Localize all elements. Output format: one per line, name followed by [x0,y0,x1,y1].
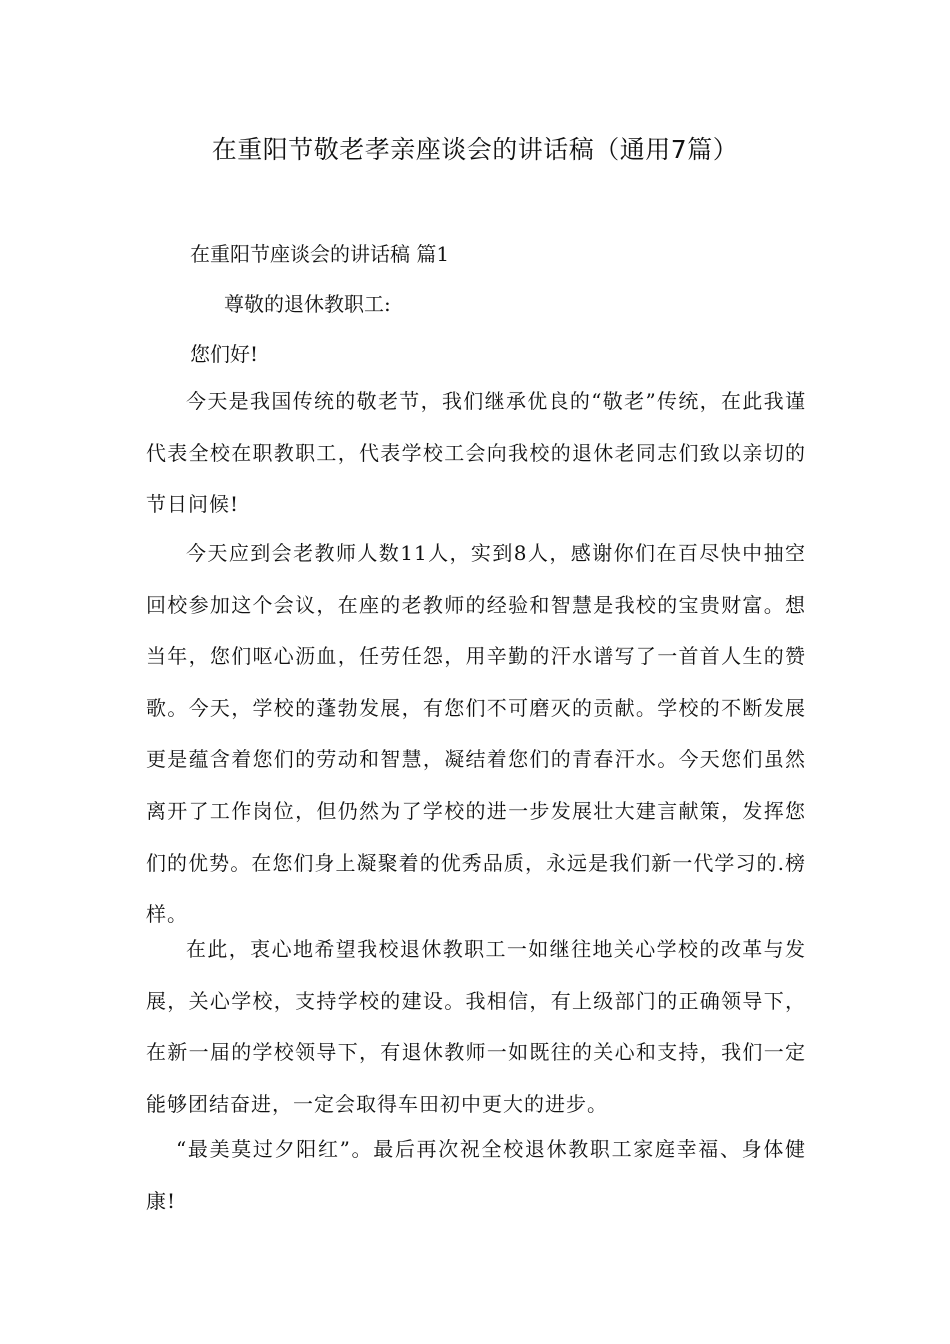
document-title: 在重阳节敬老孝亲座谈会的讲话稿（通用7篇） [211,135,739,164]
paragraph-4: “最美莫过夕阳红”。最后再次祝全校退休教职工家庭幸福、身体健康! [146,1137,806,1213]
greeting: 您们好! [190,342,259,366]
paragraph-1: 今天是我国传统的敬老节，我们继承优良的“敬老”传统，在此我谨代表全校在职教职工，代表学校工会向我校的退休老同志们致以亲切的节日问候! [146,389,806,517]
paragraph-3: 在此，衷心地希望我校退休教职工一如继往地关心学校的改革与发展，关心学校，支持学校的建设。我相信，有上级部门的正确领导下，在新一届的学校领导下，有退休教师一如既往的关心和支持，我们一定能够团结奋进，一定会取得车田初中更大的进步。 [146,937,806,1116]
salutation: 尊敬的退休教职工: [224,292,391,316]
section-heading: 在重阳节座谈会的讲话稿 篇1 [190,242,450,266]
paragraph-2: 今天应到会老教师人数11人，实到8人，感谢你们在百尽快中抽空回校参加这个会议，在座的老教师的经验和智慧是我校的宝贵财富。想当年，您们呕心沥血，任劳任怨，用辛勤的汗水谱写了一首首人生的赞歌。今天，学校的蓬勃发展，有您们不可磨灭的贡献。学校的不断发展更是蕴含着您们的劳动和智慧，凝结着您们的青春汗水。今天您们虽然离开了工作岗位，但仍然为了学校的进一步发展壮大建言献策，发挥您们的优势。在您们身上凝聚着的优秀品质，永远是我们新一代学习的.榜样。 [146,541,806,927]
